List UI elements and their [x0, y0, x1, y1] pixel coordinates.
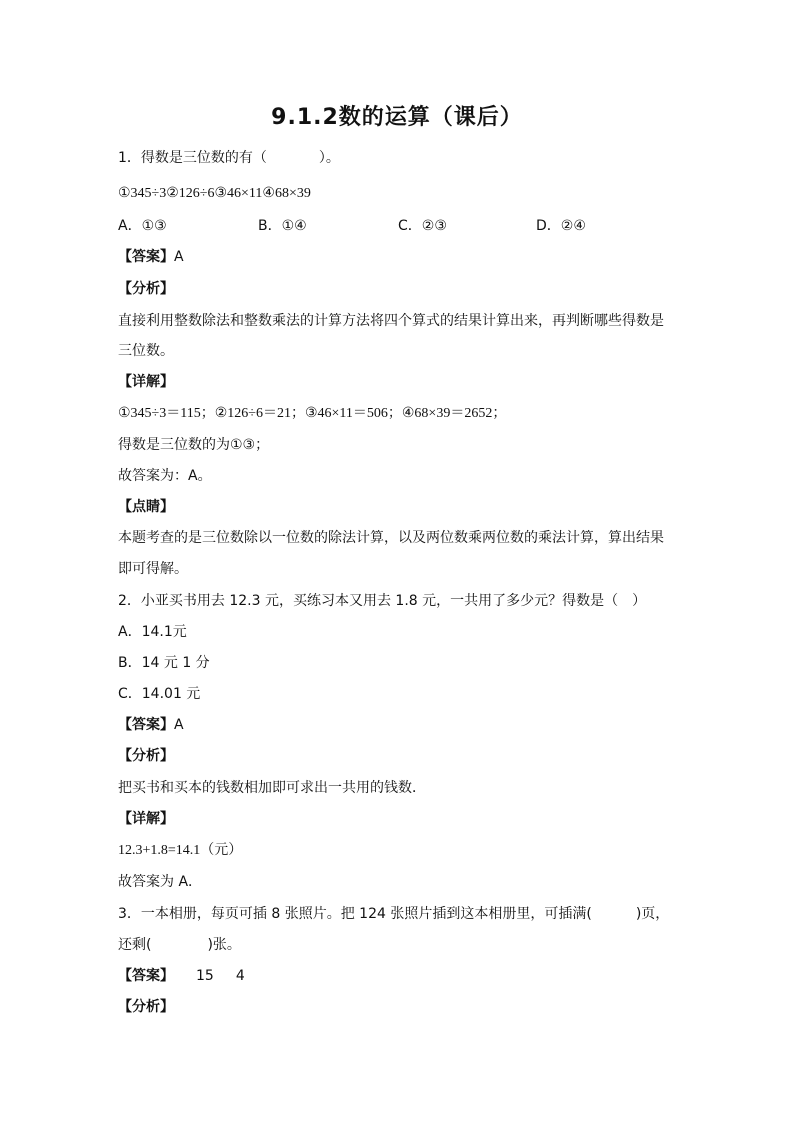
question-1-detail-line-1: ①345÷3＝115；②126÷6＝21；③46×11＝506；④68×39＝2652；	[118, 406, 507, 421]
question-2-analysis-line-1: 把买书和买本的钱数相加即可求出一共用的钱数．	[118, 780, 426, 796]
question-1-stem: 1．得数是三位数的有（ ）。	[118, 150, 340, 166]
question-3-analysis-label: 【分析】	[118, 999, 174, 1015]
question-2-detail-label: 【详解】	[118, 811, 174, 827]
page-title: 9.1.2数的运算（课后）	[271, 105, 523, 130]
question-2-option-c: C．14.01 元	[118, 686, 201, 702]
question-2-option-a: A．14.1元	[118, 624, 187, 640]
question-1-analysis-label: 【分析】	[118, 281, 174, 297]
question-2-analysis-label: 【分析】	[118, 748, 174, 764]
question-1-option-d: D．②④	[536, 218, 586, 234]
question-1-option-a: A．①③	[118, 218, 167, 234]
question-2-stem: 2．小亚买书用去 12.3 元，买练习本又用去 1.8 元，一共用了多少元？得数是（ ）	[118, 593, 647, 609]
question-1-analysis-line-1: 直接利用整数除法和整数乘法的计算方法将四个算式的结果计算出来，再判断哪些得数是	[118, 313, 664, 329]
question-2-detail-line-1: 12.3+1.8=14.1（元）	[118, 843, 243, 858]
question-1-answer: 【答案】A	[118, 249, 184, 265]
question-1-option-b: B．①④	[258, 218, 307, 234]
question-1-option-c: C．②③	[398, 218, 447, 234]
question-1-comment-label: 【点睛】	[118, 499, 174, 515]
question-3-stem-line-1: 3．一本相册，每页可插 8 张照片。把 124 张照片插到这本相册里，可插满( )页，	[118, 906, 670, 922]
question-1-detail-label: 【详解】	[118, 374, 174, 390]
question-2-detail-line-2: 故答案为 A．	[118, 874, 203, 890]
question-3-stem-line-2: 还剩( )张。	[118, 937, 241, 953]
question-1-comment-line-1: 本题考查的是三位数除以一位数的除法计算，以及两位数乘两位数的乘法计算，算出结果	[118, 530, 664, 546]
question-2-option-b: B．14 元 1 分	[118, 655, 210, 671]
question-1-detail-line-3: 故答案为：A。	[118, 468, 212, 484]
question-2-answer: 【答案】A	[118, 717, 184, 733]
question-1-expressions: ①345÷3②126÷6③46×11④68×39	[118, 186, 311, 201]
question-1-detail-line-2: 得数是三位数的为①③；	[118, 437, 270, 453]
question-3-answer: 【答案】 15 4	[118, 968, 245, 984]
question-1-analysis-line-2: 三位数。	[118, 343, 174, 359]
question-1-comment-line-2: 即可得解。	[118, 561, 188, 577]
